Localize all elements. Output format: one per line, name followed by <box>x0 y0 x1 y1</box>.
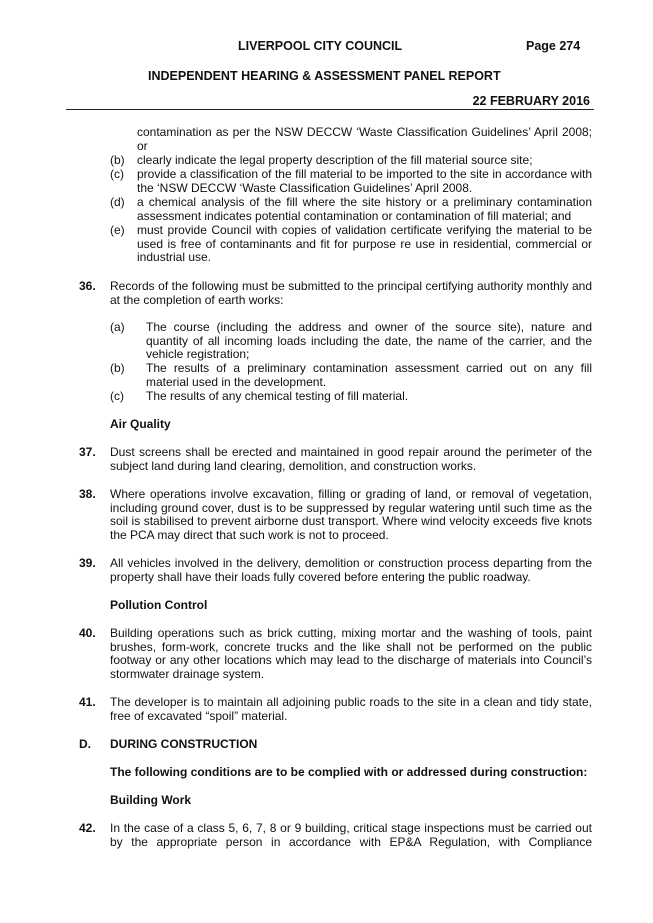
condition-number: 40. <box>79 626 96 640</box>
page-number: Page 274 <box>526 39 581 53</box>
list-item-label: (d) <box>110 195 125 209</box>
condition-text: In the case of a class 5, 6, 7, 8 or 9 building, critical stage inspections must be carried out by the appropriate person in accordance with EP&A Regulation, with Compliance <box>110 821 592 849</box>
condition-text: Where operations involve excavation, filling or grading of land, or removal of vegetation, including ground cover, dust is to be suppressed by regular watering until such time as the soil is stabilised to prevent airborne dust transport. Where wind velocity exceeds five knots the PCA may direct that such work is not to proceed. <box>110 487 592 542</box>
list-item-text: must provide Council with copies of validation certificate verifying the material to be used is free of contaminants and fit for purpose re use in residential, commercial or industrial use. <box>137 223 592 265</box>
condition-number: 39. <box>79 556 96 570</box>
condition-number: 38. <box>79 487 96 501</box>
subheading-pollution-control: Pollution Control <box>110 598 208 612</box>
subheading-building-work: Building Work <box>110 793 192 807</box>
condition-number: 42. <box>79 821 96 835</box>
list-item-text: provide a classification of the fill material to be imported to the site in accordance with the ‘NSW DECCW ‘Waste Classification Guidelines’ April 2008. <box>137 167 592 195</box>
list-item-text: a chemical analysis of the fill where the site history or a preliminary contamination assessment indicates potential contamination or contamination of fill material; and <box>137 195 592 223</box>
list-item-label: (c) <box>110 167 124 181</box>
list-item-text: The results of a preliminary contamination assessment carried out on any fill material used in the development. <box>146 361 592 389</box>
list-item-label: (b) <box>110 153 125 167</box>
list-item-text: clearly indicate the legal property description of the fill material source site; <box>137 153 533 167</box>
condition-text: Building operations such as brick cutting, mixing mortar and the washing of tools, paint brushes, form-work, concrete trucks and the like shall not be performed on the public footway or any other locations which may lead to the discharge of materials into Council’s stormwater drainage system. <box>110 626 592 681</box>
report-title: INDEPENDENT HEARING & ASSESSMENT PANEL REPORT <box>148 69 501 83</box>
list-item-text: The course (including the address and owner of the source site), nature and quantity of all incoming loads including the date, the name of the carrier, and the vehicle registration; <box>146 320 592 362</box>
header-divider <box>66 109 594 110</box>
list-item-label: (a) <box>110 320 125 334</box>
council-name: LIVERPOOL CITY COUNCIL <box>238 39 403 53</box>
condition-text: All vehicles involved in the delivery, demolition or construction process departing from the property shall have their loads fully covered before entering the public roadway. <box>110 556 592 584</box>
section-label: D. <box>79 737 91 751</box>
condition-number: 41. <box>79 695 96 709</box>
condition-text: Records of the following must be submitted to the principal certifying authority monthly and at the completion of earth works: <box>110 279 592 307</box>
section-title: DURING CONSTRUCTION <box>110 737 258 751</box>
list-item-text: The results of any chemical testing of fill material. <box>146 389 409 403</box>
condition-number: 37. <box>79 445 96 459</box>
report-date: 22 FEBRUARY 2016 <box>472 94 590 108</box>
section-intro: The following conditions are to be complied with or addressed during construction: <box>110 765 588 779</box>
continuation-text: contamination as per the NSW DECCW ‘Waste Classification Guidelines’ April 2008; or <box>137 125 592 153</box>
condition-text: Dust screens shall be erected and maintained in good repair around the perimeter of the subject land during land clearing, demolition, and construction works. <box>110 445 592 473</box>
condition-text: The developer is to maintain all adjoining public roads to the site in a clean and tidy state, free of excavated “spoil” material. <box>110 695 592 723</box>
subheading-air-quality: Air Quality <box>110 417 171 431</box>
list-item-label: (c) <box>110 389 124 403</box>
list-item-label: (b) <box>110 361 125 375</box>
list-item-label: (e) <box>110 223 125 237</box>
condition-number: 36. <box>79 279 96 293</box>
